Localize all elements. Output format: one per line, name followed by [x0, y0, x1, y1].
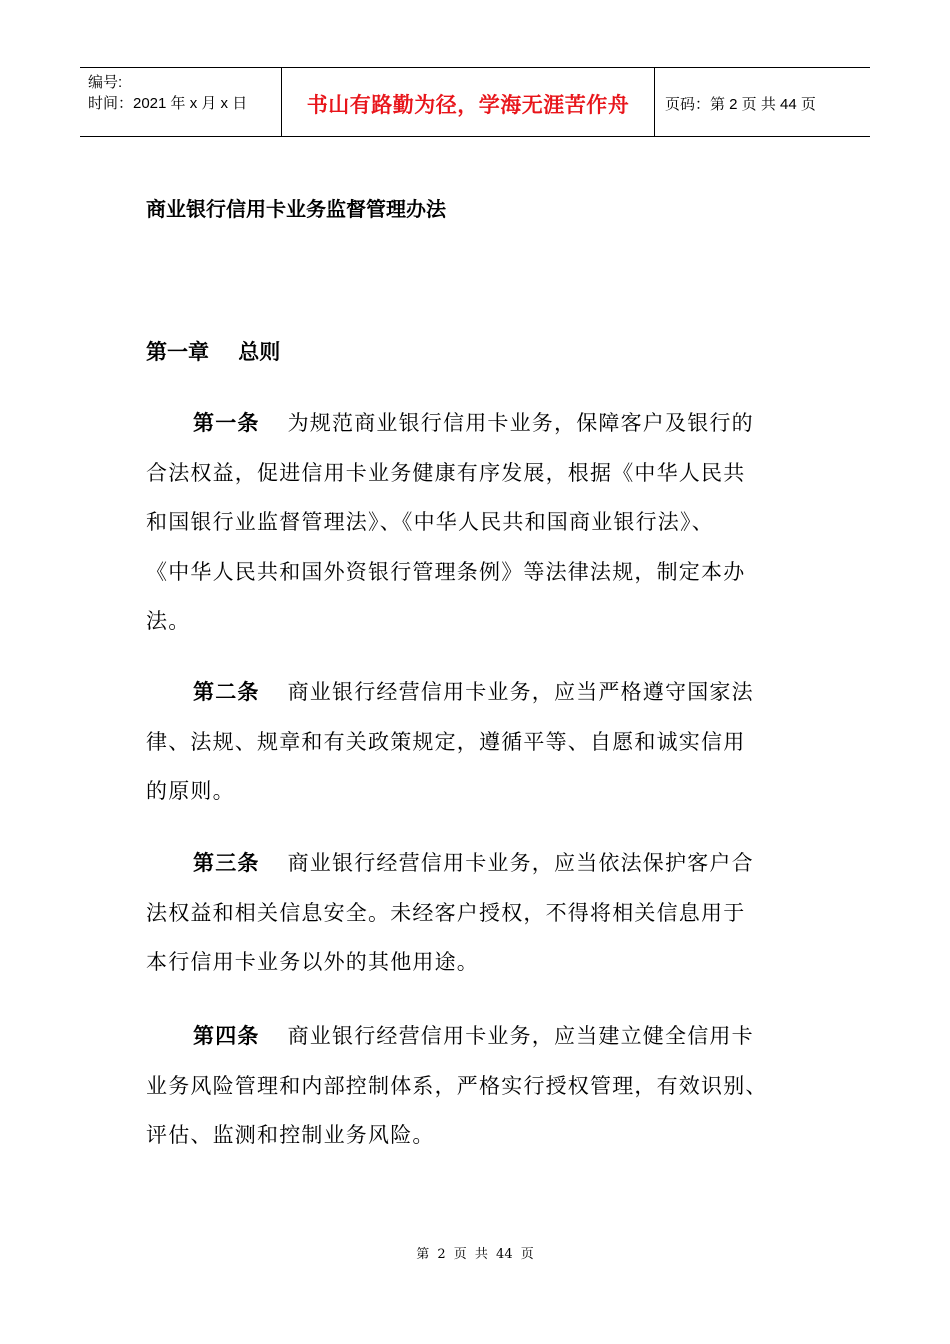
- article-line: 法权益和相关信息安全。未经客户授权，不得将相关信息用于: [146, 900, 746, 925]
- motto: 书山有路勤为径，学海无涯苦作舟: [306, 93, 630, 117]
- article-line: 和国银行业监督管理法》、《中华人民共和国商业银行法》、: [146, 510, 714, 534]
- article-label: 第三条: [193, 851, 260, 875]
- document-title: 商业银行信用卡业务监督管理办法: [146, 197, 446, 221]
- article-text: 为规范商业银行信用卡业务，保障客户及银行的: [287, 411, 754, 435]
- article-first-line: [146, 399, 791, 449]
- article-line: 本行信用卡业务以外的其他用途。: [146, 950, 479, 974]
- article-1: [146, 399, 791, 647]
- article-3: [146, 839, 791, 988]
- header-middle-cell: [282, 68, 655, 136]
- article-first-line: [146, 839, 791, 889]
- article-text: 商业银行经营信用卡业务，应当依法保护客户合: [287, 851, 754, 875]
- article-2: [146, 668, 791, 817]
- article-first-line: [146, 668, 791, 718]
- article-line: 《中华人民共和国外资银行管理条例》等法律法规，制定本办: [146, 559, 746, 584]
- article-text: 商业银行经营信用卡业务，应当建立健全信用卡: [287, 1024, 754, 1048]
- time-label: 时间：2021 年 x 月 x 日: [88, 95, 248, 112]
- article-line: 合法权益，促进信用卡业务健康有序发展，根据《中华人民共: [146, 460, 746, 485]
- chapter-heading: 第一章 总则: [146, 340, 281, 364]
- article-line: 法。: [146, 609, 191, 633]
- article-line: 的原则。: [146, 779, 235, 803]
- article-text: 商业银行经营信用卡业务，应当严格遵守国家法: [287, 680, 754, 704]
- article-label: 第二条: [193, 680, 260, 704]
- number-label: 编号:: [88, 74, 123, 91]
- page-header: [80, 67, 870, 137]
- header-right-cell: [655, 68, 870, 136]
- article-line: 律、法规、规章和有关政策规定，遵循平等、自愿和诚实信用: [146, 729, 746, 754]
- page-footer: 第 2 页 共 44 页: [416, 1247, 534, 1262]
- header-left-cell: [80, 68, 282, 136]
- article-4: [146, 1012, 791, 1161]
- article-first-line: [146, 1012, 791, 1062]
- article-line: 评估、监测和控制业务风险。: [146, 1123, 435, 1147]
- article-line: 业务风险管理和内部控制体系，严格实行授权管理，有效识别、: [146, 1073, 768, 1098]
- article-label: 第四条: [193, 1024, 260, 1048]
- page-info: 页码：第 2 页 共 44 页: [665, 96, 816, 113]
- article-label: 第一条: [193, 411, 260, 435]
